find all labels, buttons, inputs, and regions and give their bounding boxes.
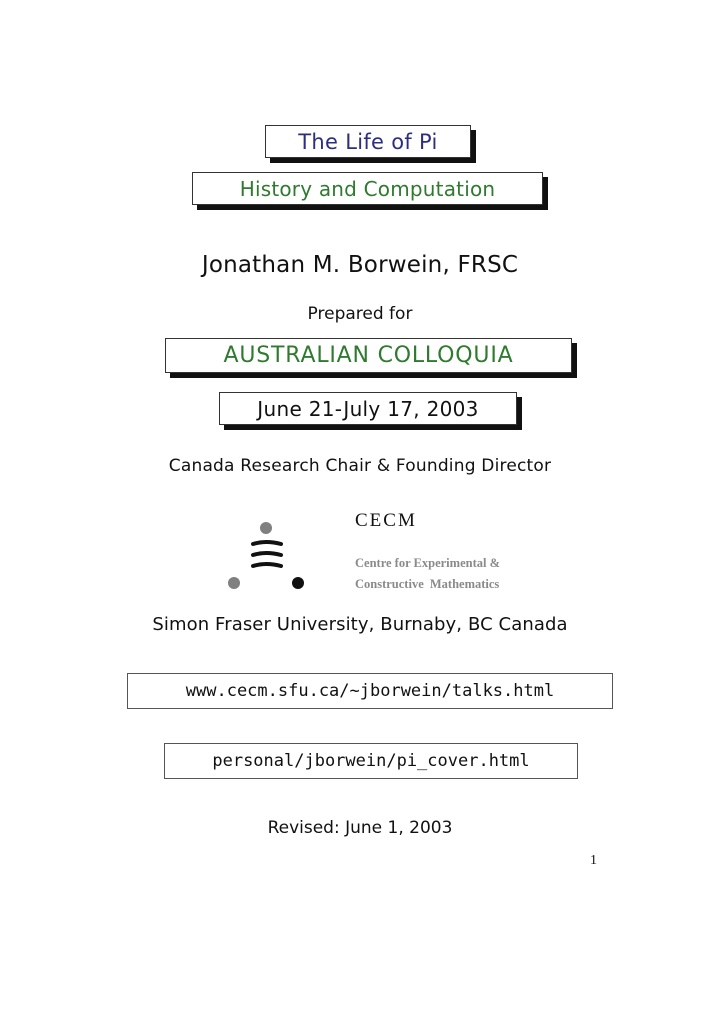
talk-subtitle: History and Computation <box>239 176 496 201</box>
author-position: Canada Research Chair & Founding Director <box>168 456 552 476</box>
cecm-name-line2: Constructive Mathematics <box>355 577 500 591</box>
cecm-abbreviation: CECM <box>355 510 417 531</box>
cecm-logo-icon <box>225 517 315 597</box>
author-name: Jonathan M. Borwein, FRSC <box>201 252 519 278</box>
cover-path[interactable]: personal/jborwein/pi_cover.html <box>212 751 530 771</box>
url-box <box>127 673 613 709</box>
event-box <box>165 338 572 373</box>
page-number: 1 <box>590 853 597 868</box>
event-date: June 21-July 17, 2003 <box>257 396 479 421</box>
title-box <box>265 125 471 158</box>
path-box <box>164 743 578 779</box>
revised-date: Revised: June 1, 2003 <box>267 818 453 838</box>
cecm-name-line1: Centre for Experimental & <box>355 556 500 570</box>
prepared-for-label: Prepared for <box>307 304 413 324</box>
talk-title: The Life of Pi <box>298 129 438 154</box>
event-name: AUSTRALIAN COLLOQUIA <box>223 343 514 368</box>
subtitle-box <box>192 172 543 205</box>
date-box <box>219 392 517 425</box>
university-name: Simon Fraser University, Burnaby, BC Canada <box>152 614 568 635</box>
talks-url[interactable]: www.cecm.sfu.ca/~jborwein/talks.html <box>185 681 555 701</box>
